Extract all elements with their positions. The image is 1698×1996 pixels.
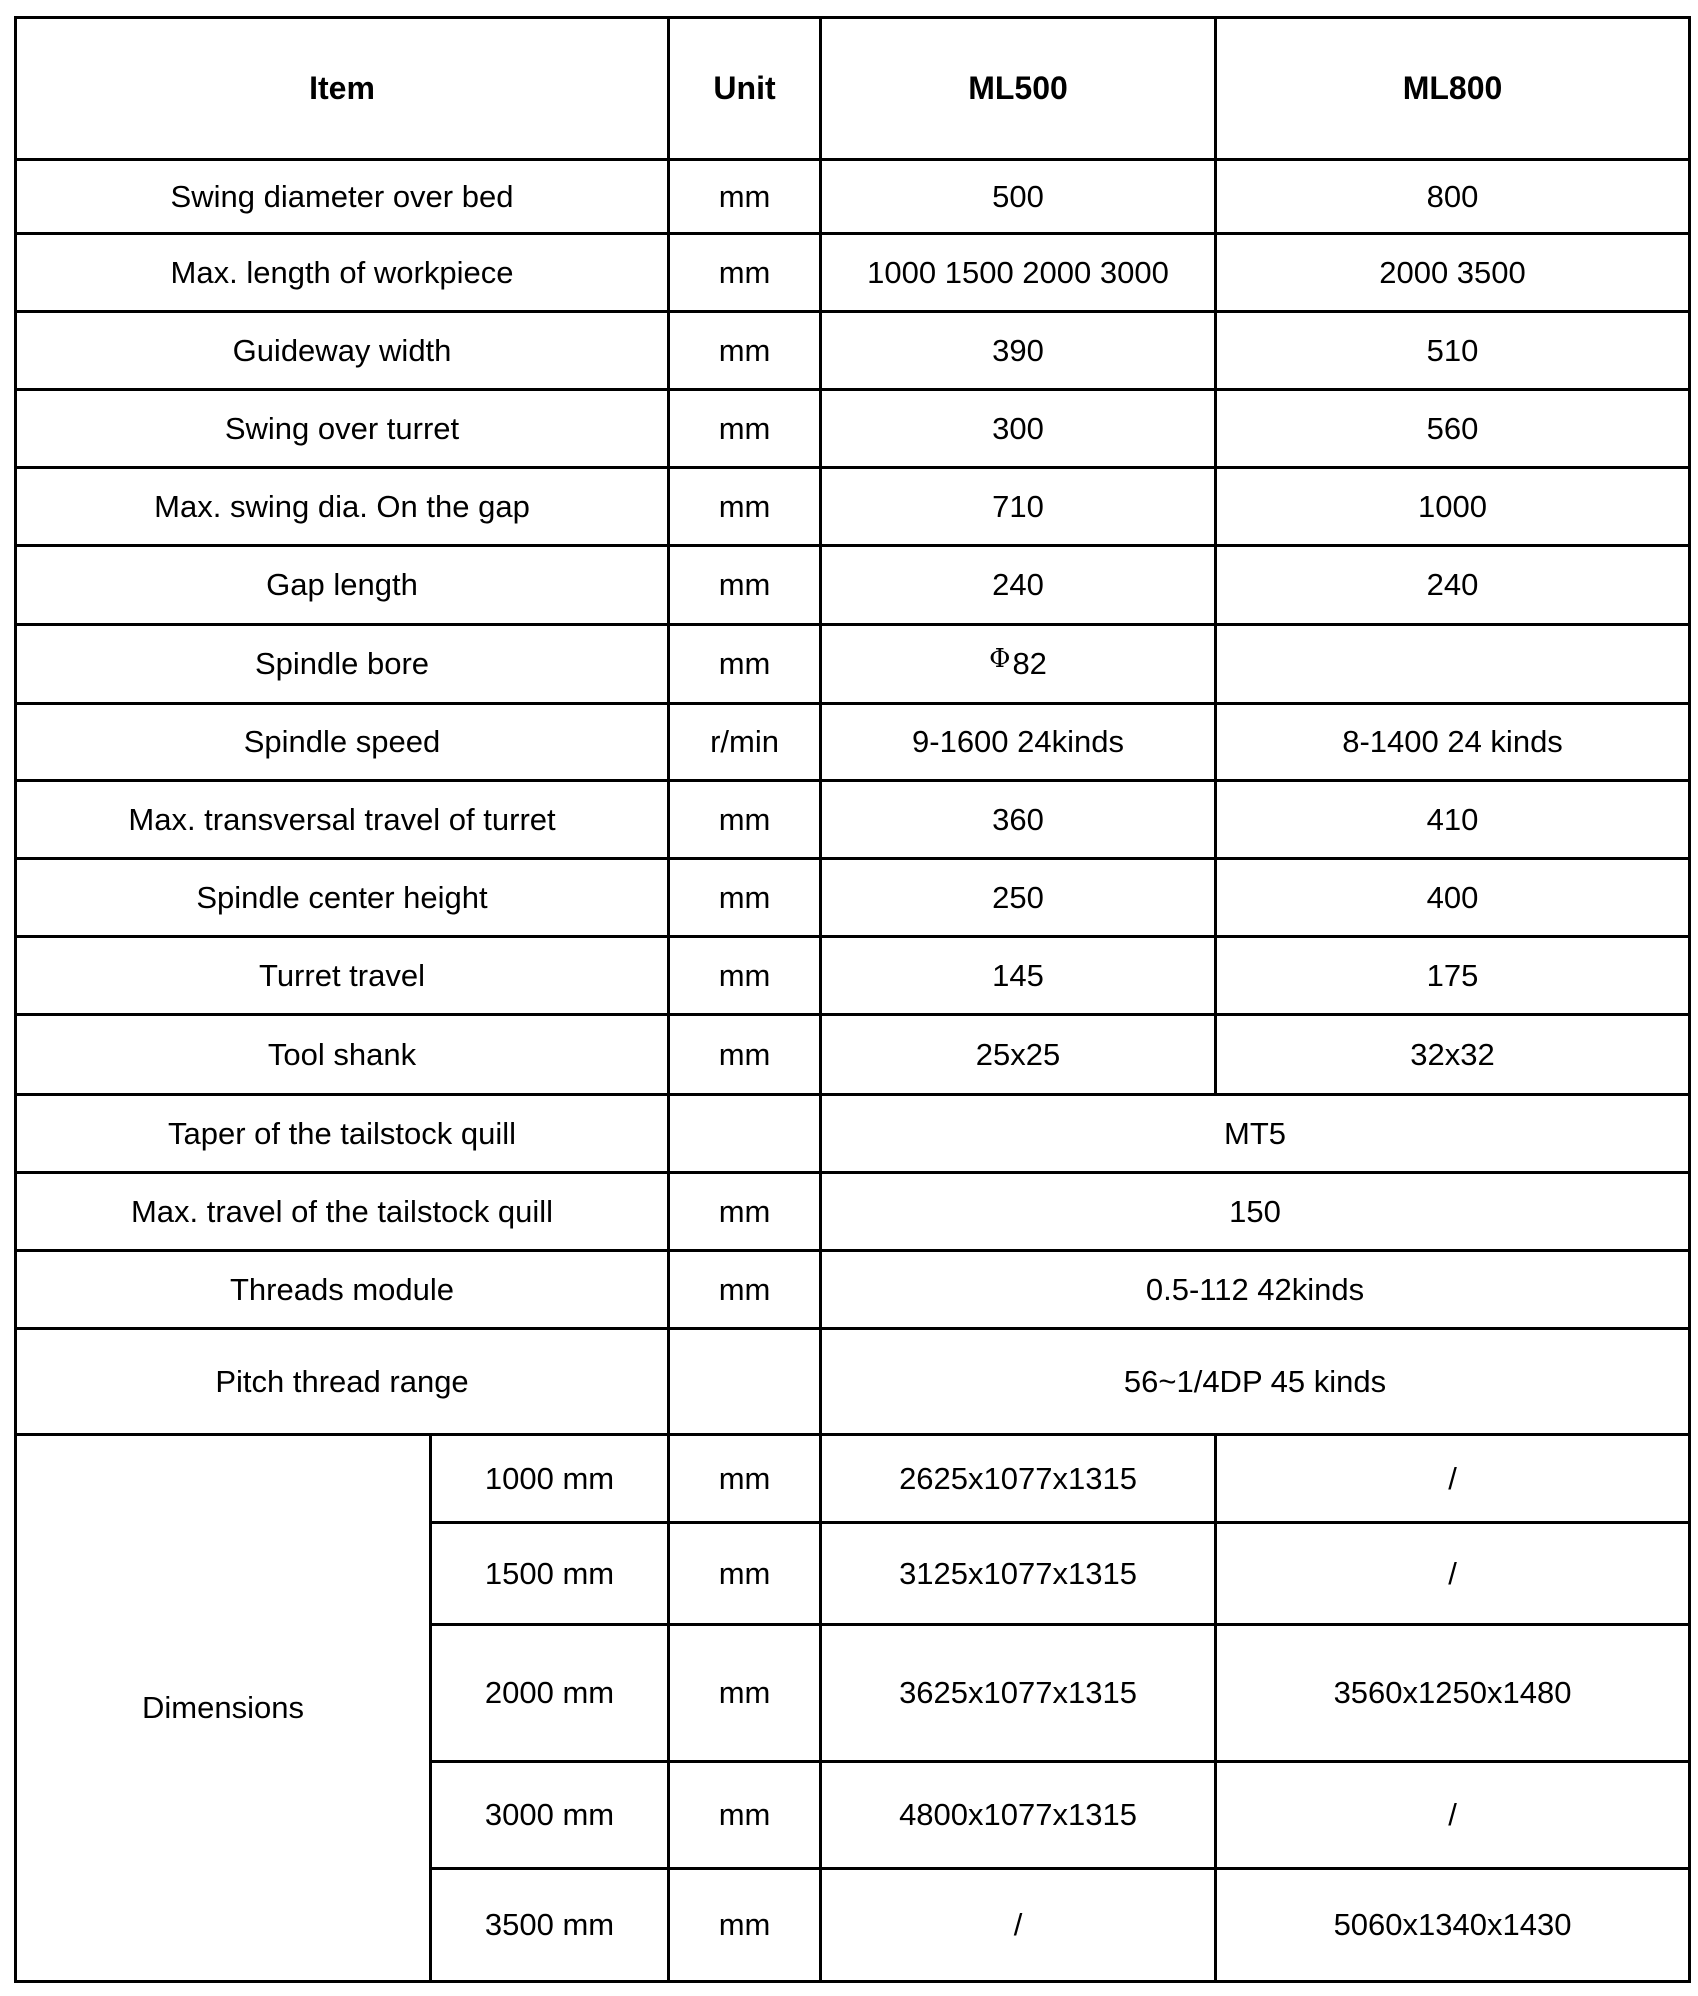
- dimension-length: 2000 mm: [431, 1625, 669, 1762]
- row-ml800-value: 560: [1216, 390, 1690, 468]
- row-item: Max. transversal travel of turret: [16, 781, 669, 859]
- dimension-ml800: 3560x1250x1480: [1216, 1625, 1690, 1762]
- row-item: Spindle speed: [16, 704, 669, 781]
- row-ml500-value: 360: [821, 781, 1216, 859]
- table-row: [16, 390, 1690, 468]
- dimension-unit: mm: [669, 1523, 821, 1625]
- row-unit: mm: [669, 781, 821, 859]
- row-unit: mm: [669, 1015, 821, 1095]
- table-row: [16, 160, 1690, 234]
- dimension-ml500: 3625x1077x1315: [821, 1625, 1216, 1762]
- row-ml800-value: 2000 3500: [1216, 234, 1690, 312]
- spec-table: [14, 16, 1691, 1983]
- table-row: [16, 704, 1690, 781]
- table-row: [16, 1015, 1690, 1095]
- header-unit: Unit: [669, 18, 821, 160]
- header-model-ml800: ML800: [1216, 18, 1690, 160]
- row-item: Pitch thread range: [16, 1329, 669, 1435]
- dimension-length: 1500 mm: [431, 1523, 669, 1625]
- spindle-bore-value: 82: [1012, 646, 1047, 681]
- row-ml500-value: 9-1600 24kinds: [821, 704, 1216, 781]
- row-unit: mm: [669, 390, 821, 468]
- table-row: [16, 937, 1690, 1015]
- table-row: [16, 546, 1690, 625]
- row-ml800-value: 1000: [1216, 468, 1690, 546]
- table-row: [16, 781, 1690, 859]
- row-ml800-value: 8-1400 24 kinds: [1216, 704, 1690, 781]
- table-row-merged: [16, 1251, 1690, 1329]
- row-unit: [669, 1329, 821, 1435]
- table-row: [16, 859, 1690, 937]
- row-item: Turret travel: [16, 937, 669, 1015]
- row-unit: mm: [669, 1173, 821, 1251]
- row-ml500-value: 25x25: [821, 1015, 1216, 1095]
- row-unit: mm: [669, 546, 821, 625]
- dimension-ml800: /: [1216, 1762, 1690, 1869]
- row-ml800-value: 240: [1216, 546, 1690, 625]
- table-row-merged: [16, 1329, 1690, 1435]
- dimension-unit: mm: [669, 1762, 821, 1869]
- header-row: [16, 18, 1690, 160]
- dimension-ml800: /: [1216, 1435, 1690, 1523]
- row-item: Tool shank: [16, 1015, 669, 1095]
- row-item: Threads module: [16, 1251, 669, 1329]
- row-item: Swing over turret: [16, 390, 669, 468]
- table-row: [16, 468, 1690, 546]
- table-row-merged: [16, 1095, 1690, 1173]
- row-unit: mm: [669, 468, 821, 546]
- dimension-length: 1000 mm: [431, 1435, 669, 1523]
- row-ml800-value: 32x32: [1216, 1015, 1690, 1095]
- row-ml800-value: 175: [1216, 937, 1690, 1015]
- row-unit: mm: [669, 1251, 821, 1329]
- row-item: Guideway width: [16, 312, 669, 390]
- row-ml500-value: 145: [821, 937, 1216, 1015]
- dimension-unit: mm: [669, 1625, 821, 1762]
- dimension-ml500: 4800x1077x1315: [821, 1762, 1216, 1869]
- table-row-merged: [16, 1173, 1690, 1251]
- row-shared-value: MT5: [821, 1095, 1690, 1173]
- row-ml500-value: 240: [821, 546, 1216, 625]
- row-ml800-value: 410: [1216, 781, 1690, 859]
- dimension-unit: mm: [669, 1435, 821, 1523]
- row-ml500-value: 250: [821, 859, 1216, 937]
- row-item: Spindle bore: [16, 625, 669, 704]
- row-item: Max. length of workpiece: [16, 234, 669, 312]
- row-unit: mm: [669, 312, 821, 390]
- row-ml800-value: [1216, 625, 1690, 704]
- dimension-ml500: 2625x1077x1315: [821, 1435, 1216, 1523]
- dimension-ml500: /: [821, 1869, 1216, 1982]
- table-row: [16, 625, 1690, 704]
- header-item: Item: [16, 18, 669, 160]
- table-row: [16, 234, 1690, 312]
- row-item: Taper of the tailstock quill: [16, 1095, 669, 1173]
- row-unit: mm: [669, 234, 821, 312]
- dimension-row: [16, 1435, 1690, 1523]
- row-ml500-value: 1000 1500 2000 3000: [821, 234, 1216, 312]
- row-ml500-value: [821, 625, 1216, 704]
- row-ml500-value: 300: [821, 390, 1216, 468]
- row-ml800-value: 800: [1216, 160, 1690, 234]
- dimensions-label: Dimensions: [16, 1435, 431, 1982]
- dimension-length: 3500 mm: [431, 1869, 669, 1982]
- dimension-unit: mm: [669, 1869, 821, 1982]
- table-row: [16, 312, 1690, 390]
- row-item: Swing diameter over bed: [16, 160, 669, 234]
- row-item: Spindle center height: [16, 859, 669, 937]
- row-ml800-value: 510: [1216, 312, 1690, 390]
- row-unit: mm: [669, 859, 821, 937]
- dimension-ml800: 5060x1340x1430: [1216, 1869, 1690, 1982]
- row-unit: mm: [669, 937, 821, 1015]
- diameter-symbol: Φ: [989, 644, 1011, 674]
- row-ml500-value: 390: [821, 312, 1216, 390]
- row-item: Gap length: [16, 546, 669, 625]
- row-ml800-value: 400: [1216, 859, 1690, 937]
- row-ml500-value: 710: [821, 468, 1216, 546]
- row-unit: mm: [669, 625, 821, 704]
- row-shared-value: 56~1/4DP 45 kinds: [821, 1329, 1690, 1435]
- row-item: Max. swing dia. On the gap: [16, 468, 669, 546]
- row-shared-value: 150: [821, 1173, 1690, 1251]
- row-unit: mm: [669, 160, 821, 234]
- row-unit: [669, 1095, 821, 1173]
- dimension-ml800: /: [1216, 1523, 1690, 1625]
- row-shared-value: 0.5-112 42kinds: [821, 1251, 1690, 1329]
- row-unit: r/min: [669, 704, 821, 781]
- dimension-length: 3000 mm: [431, 1762, 669, 1869]
- dimension-ml500: 3125x1077x1315: [821, 1523, 1216, 1625]
- row-item: Max. travel of the tailstock quill: [16, 1173, 669, 1251]
- row-ml500-value: 500: [821, 160, 1216, 234]
- header-model-ml500: ML500: [821, 18, 1216, 160]
